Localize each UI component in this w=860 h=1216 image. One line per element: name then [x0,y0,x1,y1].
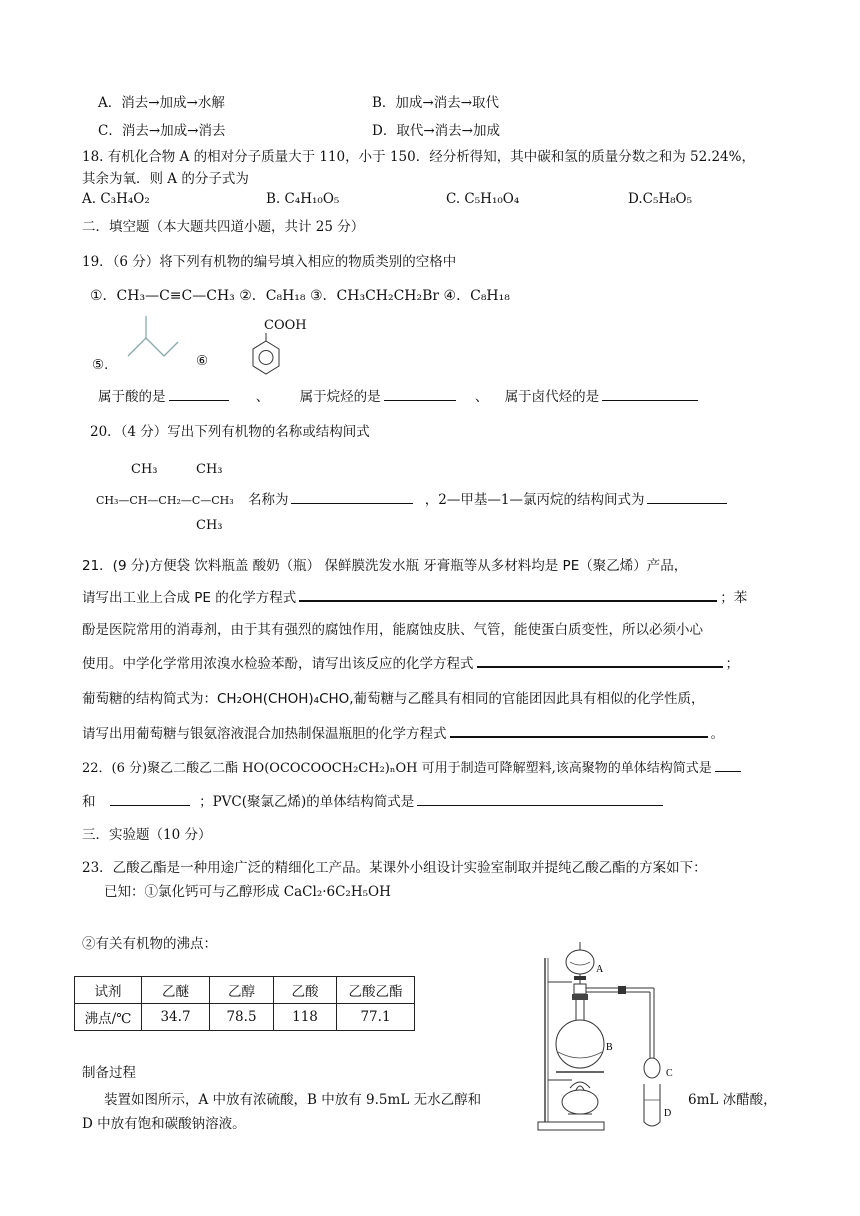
cooh-label: COOH [264,318,307,333]
q21-line4-suffix: ； [725,656,739,672]
q18-option-b: B. C₄H₁₀O₅ [266,191,340,207]
table-header-row [75,977,415,1004]
q18-option-d: D.C₅H₈O₅ [628,191,693,207]
alkane-blank[interactable] [384,399,456,401]
table-header-cell: 乙醚 [142,977,210,1004]
q21-line5: 葡萄糖的结构简式为：CH₂OH(CHOH)₄CHO,葡萄糖与乙醛具有相同的官能团因此具有相似的化学性质， [82,691,705,707]
isobutane-skeletal-structure [122,312,182,364]
q21-line6-suffix: 。 [710,726,724,742]
prep-title: 制备过程 [82,1065,136,1081]
q21-phenol-prompt: 使用。中学化学常用浓溴水检验苯酚，请写出该反应的化学方程式 [82,656,474,672]
table-header-cell: 乙酸乙酯 [337,977,415,1004]
section-2-title: 二．填空题（本大题共四道小题，共计 25 分） [82,219,365,235]
halide-blank[interactable] [602,399,698,401]
q23-stem: 23．乙酸乙酯是一种用途广泛的精细化工产品。某课外小组设计实验室制取并提纯乙酸乙酯的方案如下： [82,860,707,876]
q20-ch3-top-1: CH₃ [131,462,158,477]
prep-line-2: D 中放有饱和碳酸钠溶液。 [82,1116,246,1132]
q22-line1 [82,757,744,776]
q21-line3: 酚是医院常用的消毒剂，由于其有强烈的腐蚀作用，能腐蚀皮肤、气管，能使蛋白质变性，所以必须小心 [82,622,703,638]
q20-ch3-top-2: CH₃ [196,462,223,477]
table-header-cell: 乙醇 [210,977,274,1004]
q22-line2 [82,790,666,810]
q19-items: ①．CH₃—C≡C—CH₃ ②．C₈H₁₈ ③．CH₃CH₂CH₂Br ④．C₈H₁₈ [90,288,510,304]
separator: 、 [474,389,489,405]
q21-line4 [82,652,739,672]
q21-line6 [82,722,724,742]
q21-glucose-prompt: 请写出用葡萄糖与银氨溶液混合加热制保温瓶胆的化学方程式 [82,726,447,742]
svg-text:A: A [596,964,604,975]
q18-stem-line1: 18. 有机化合物 A 的相对分子质量大于 110，小于 150．经分析得知，其中碳和氢的质量分数之和为 52.24%， [82,149,755,165]
q21-phenol-blank[interactable] [477,665,723,668]
q21-pe-blank[interactable] [299,599,717,602]
q21-pe-prompt: 请写出工业上合成 PE 的化学方程式 [82,590,297,606]
benzene-ring-icon [248,333,284,383]
q17-option-d: D．取代→消去→加成 [372,123,500,139]
q19-label-6: ⑥ [196,353,209,369]
halide-label: 属于卤代烃的是 [504,389,600,405]
q19-stem: 19．（6 分）将下列有机物的编号填入相应的物质类别的空格中 [82,254,457,270]
q20-ch3-bottom: CH₃ [196,518,223,533]
table-row-label: 沸点/℃ [75,1004,142,1031]
q20-structure-blank[interactable] [647,502,727,504]
q17-option-a: A．消去→加成→水解 [98,95,225,111]
q23-known-2: ②有关有机物的沸点： [82,936,217,952]
q18-stem-line2: 其余为氧．则 A 的分子式为 [82,171,249,187]
table-cell: 34.7 [142,1004,210,1031]
q22-stem: 22．(6 分)聚乙二酸乙二酯 HO(OCOCOOCH₂CH₂)ₙOH 可用于制造可降解塑料,该高聚物的单体结构简式是 [82,761,712,776]
svg-text:D: D [664,1108,672,1119]
q18-option-a: A. C₃H₄O₂ [82,191,150,207]
q20-name-blank[interactable] [291,502,413,504]
q17-option-c: C．消去→加成→消去 [98,123,226,139]
q19-label-5: ⑤． [92,357,118,373]
svg-text:C: C [666,1068,673,1079]
separator: 、 [255,389,270,405]
boiling-point-table [74,976,415,1031]
table-cell: 118 [274,1004,337,1031]
ester-apparatus-diagram [530,940,690,1136]
q22-monomer-blank-1[interactable] [715,770,741,772]
q22-and: 和 [82,794,96,810]
section-3-title: 三．实验题（10 分） [82,827,212,843]
table-cell: 77.1 [337,1004,415,1031]
table-row [75,1004,415,1031]
q22-monomer-blank-2[interactable] [110,804,190,806]
q21-line1: 21．(9 分)方便袋 饮料瓶盖 酸奶（瓶） 保鲜膜洗发水瓶 牙膏瓶等从多材料均是 PE（聚乙烯）产品， [82,558,688,574]
q23-known-1: 已知：①氯化钙可与乙醇形成 CaCl₂·6C₂H₅OH [104,884,391,900]
q20-name-label: 名称为 [247,492,289,508]
prep-line-1: 装置如图所示，A 中放有浓硫酸，B 中放有 9.5mL 无水乙醇和 [104,1092,482,1108]
q21-glucose-blank[interactable] [450,735,708,738]
q20-stem: 20．（4 分）写出下列有机物的名称或结构间式 [90,424,370,440]
q21-line2-suffix: ；苯 [720,590,748,606]
q20-formula-line [96,488,730,508]
q19-answer-line [98,385,701,405]
q21-line2 [82,586,747,606]
acid-label: 属于酸的是 [98,389,166,405]
q20-main-chain: CH₃—CH—CH₂—C—CH₃ [96,494,234,507]
table-header-cell: 乙酸 [274,977,337,1004]
q18-option-c: C. C₅H₁₀O₄ [446,191,520,207]
acid-blank[interactable] [169,399,229,401]
svg-text:B: B [606,1042,613,1053]
q22-pvc-blank[interactable] [417,804,663,806]
prep-line-1-tail: 6mL 冰醋酸， [688,1092,777,1108]
q17-option-b: B．加成→消去→取代 [372,95,500,111]
table-cell: 78.5 [210,1004,274,1031]
alkane-label: 属于烷烃的是 [299,389,381,405]
q22-pvc-prompt: ；PVC(聚氯乙烯)的单体结构简式是 [199,794,415,810]
q20-tail: ，2—甲基—1—氯丙烷的结构间式为 [424,492,645,508]
table-header-cell: 试剂 [75,977,142,1004]
